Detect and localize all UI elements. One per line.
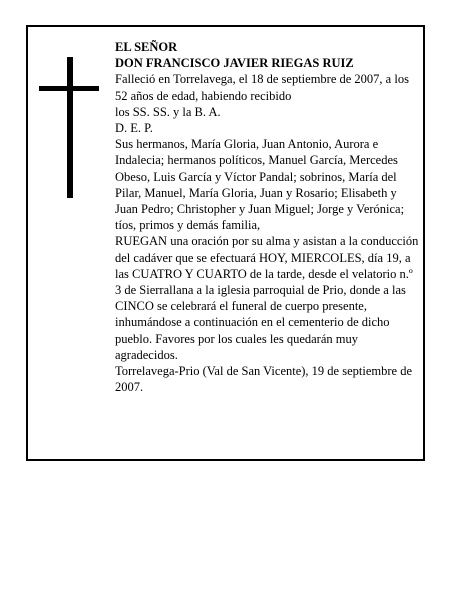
funeral-request: RUEGAN una oración por su alma y asistan a la conducción del cadáver que se efectuará HOY, MIERCOLES, día 19, a las CUATRO Y CUARTO de la tarde, desde el velatorio n.º 3 de Sierrallana a la iglesia parroquial de Prio, donde a las CINCO se celebrará el funeral de cuerpo presente, inhumándose a continuación en el cementerio de dicho pueblo. Favores por los cuales les quedarán muy agradecidos. <box>115 234 419 362</box>
sacraments-line: los SS. SS. y la B. A. <box>115 104 221 119</box>
death-details: Falleció en Torrelavega, el 18 de septiembre de 2007, a los 52 años de edad, habiendo recibido <box>115 72 409 103</box>
place-date: Torrelavega-Prio (Val de San Vicente), 19 de septiembre de 2007. <box>115 364 412 395</box>
family-list: Sus hermanos, María Gloria, Juan Antonio, Aurora e Indalecia; hermanos políticos, Manuel García, Mercedes Obeso, Luis García y Víctor Pandal; sobrinos, María del Pilar, Manuel, María Gloria, Juan y Rosario; Elisabeth y Juan Pedro; Christopher y Juan Miguel; Jorge y Verónica; tíos, primos y demás familia, <box>115 137 405 233</box>
dep-line: D. E. P. <box>115 121 153 136</box>
notice-text <box>115 39 420 395</box>
cross-icon <box>67 57 73 198</box>
deceased-name: DON FRANCISCO JAVIER RIEGAS RUIZ <box>115 56 354 71</box>
obituary-notice <box>26 25 425 461</box>
notice-heading: EL SEÑOR <box>115 40 178 54</box>
cross-icon-bar <box>39 86 99 91</box>
